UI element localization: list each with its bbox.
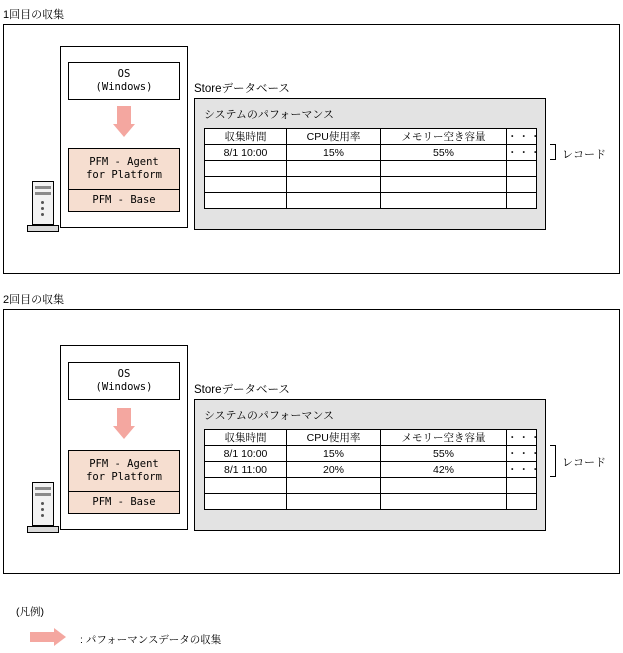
table-cell — [287, 494, 381, 510]
table-header-cell: 収集時間 — [205, 129, 287, 145]
section-1-store-subtitle: システムのパフォーマンス — [204, 109, 335, 121]
table-row — [205, 478, 537, 494]
table-row — [205, 494, 537, 510]
section-2-os-line1: OS — [117, 367, 131, 380]
table-row — [205, 446, 537, 462]
section-2-store-title: Storeデータベース — [194, 384, 290, 396]
table-cell — [507, 478, 537, 494]
table-header-cell: CPU使用率 — [287, 129, 381, 145]
section-1-os-line1: OS — [117, 67, 131, 80]
section-1-record-label: レコード — [562, 149, 606, 161]
section-1-pfm-box — [68, 148, 180, 212]
section-2-os-box — [68, 362, 180, 400]
table-cell — [205, 161, 287, 177]
table-cell — [381, 177, 507, 193]
table-row — [205, 177, 537, 193]
section-2-pfm-box — [68, 450, 180, 514]
table-cell — [381, 478, 507, 494]
table-cell — [381, 161, 507, 177]
section-1-os-line2: (Windows) — [95, 81, 153, 93]
table-cell — [205, 193, 287, 209]
legend-arrow-description: : パフォーマンスデータの収集 — [80, 634, 222, 646]
table-header-cell: メモリー空き容量 — [381, 129, 507, 145]
table-cell — [507, 193, 537, 209]
section-1-caption: 1回目の収集 — [3, 9, 65, 21]
legend-title: (凡例) — [16, 606, 44, 618]
table-row — [205, 161, 537, 177]
table-header-cell: CPU使用率 — [287, 430, 381, 446]
section-2-pfm-base: PFM - Base — [92, 496, 156, 508]
table-row — [205, 129, 537, 145]
table-header-cell: メモリー空き容量 — [381, 430, 507, 446]
table-cell — [287, 177, 381, 193]
table-cell: 8/1 10:00 — [205, 446, 287, 462]
table-header-cell: 収集時間 — [205, 430, 287, 446]
table-header-cell: ・・・ — [507, 430, 537, 446]
table-cell — [381, 494, 507, 510]
table-cell: 20% — [287, 462, 381, 478]
table-cell — [507, 161, 537, 177]
table-cell: 55% — [381, 446, 507, 462]
table-cell — [287, 193, 381, 209]
table-cell — [381, 193, 507, 209]
table-header-cell: ・・・ — [507, 129, 537, 145]
table-row — [205, 462, 537, 478]
table-cell: ・・・ — [507, 145, 537, 161]
table-cell — [507, 494, 537, 510]
section-2-record-bracket — [550, 445, 556, 477]
table-row — [205, 430, 537, 446]
section-1-performance-table — [204, 128, 542, 209]
section-1-store-title: Storeデータベース — [194, 83, 290, 95]
table-cell: 8/1 10:00 — [205, 145, 287, 161]
table-cell: 15% — [287, 145, 381, 161]
table-cell: 15% — [287, 446, 381, 462]
section-2-pfm-agent-line2: for Platform — [86, 471, 162, 483]
section-1-record-bracket — [550, 144, 556, 160]
table-cell — [287, 161, 381, 177]
table-cell — [205, 494, 287, 510]
table-row — [205, 193, 537, 209]
table-cell: 42% — [381, 462, 507, 478]
section-2-record-label: レコード — [562, 457, 606, 469]
table-cell: ・・・ — [507, 462, 537, 478]
table-cell: ・・・ — [507, 446, 537, 462]
table-cell — [287, 478, 381, 494]
section-2-performance-table — [204, 429, 542, 510]
section-1-pfm-agent-line2: for Platform — [86, 169, 162, 181]
table-cell: 8/1 11:00 — [205, 462, 287, 478]
section-1-os-box — [68, 62, 180, 100]
table-cell — [507, 177, 537, 193]
section-2-store-subtitle: システムのパフォーマンス — [204, 410, 335, 422]
section-2-caption: 2回目の収集 — [3, 294, 65, 306]
section-2-os-line2: (Windows) — [95, 381, 153, 393]
section-2-pfm-agent-line1: PFM - Agent — [89, 457, 159, 470]
section-1-pfm-agent-line1: PFM - Agent — [89, 155, 159, 168]
section-1-pfm-base: PFM - Base — [92, 194, 156, 206]
table-row — [205, 145, 537, 161]
section-2-pfm-agent — [69, 451, 179, 492]
section-1-pfm-agent — [69, 149, 179, 190]
table-cell — [205, 177, 287, 193]
table-cell: 55% — [381, 145, 507, 161]
table-cell — [205, 478, 287, 494]
